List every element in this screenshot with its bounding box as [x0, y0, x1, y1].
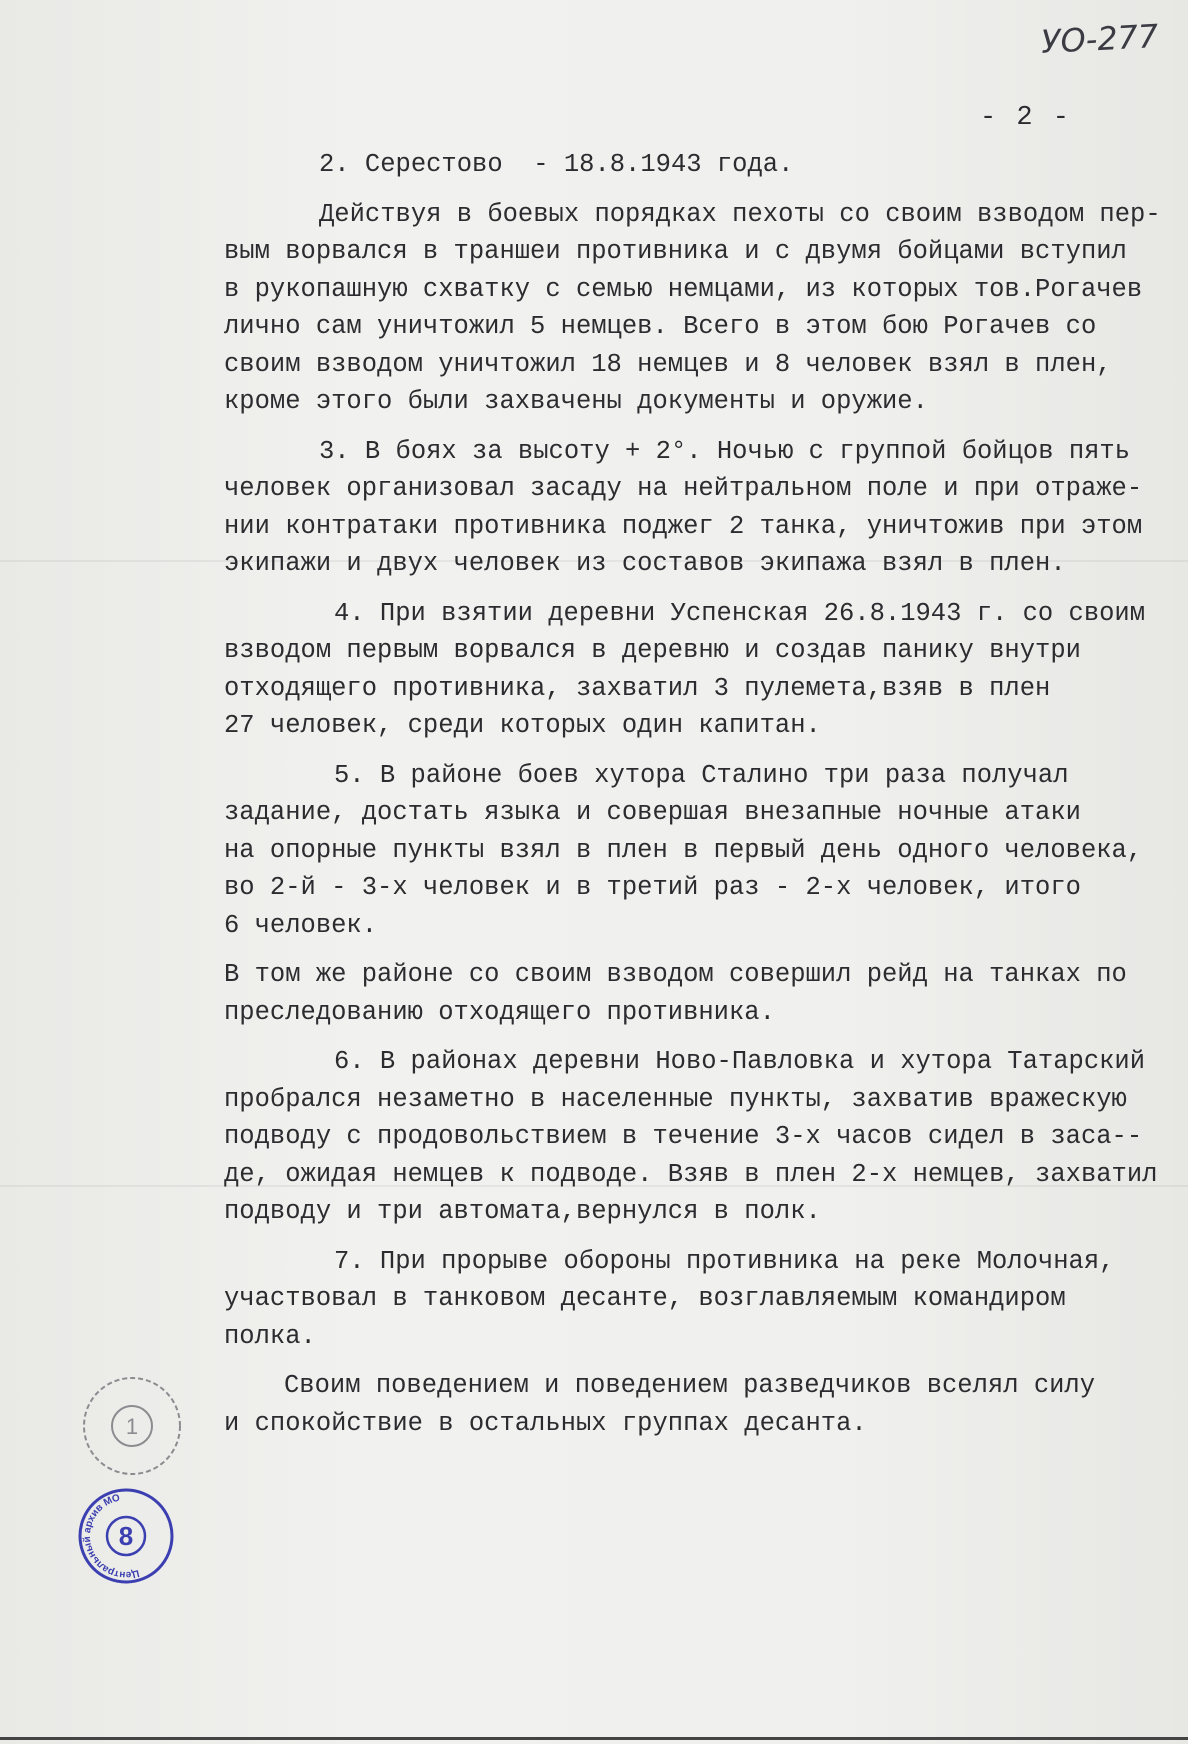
text-line: кроме этого были захвачены документы и оружие. — [224, 387, 928, 416]
document-body — [224, 146, 1164, 1454]
text-line: Своим поведением и поведением разведчиков вселял силу — [284, 1371, 1096, 1400]
paragraph — [224, 956, 1164, 1031]
text-line: де, ожидая немцев к подводе. Взяв в плен 2-х немцев, захватил — [224, 1159, 1158, 1189]
text-line: экипажи и двух человек из составов экипажа взял в плен. — [224, 549, 1066, 578]
archive-stamp-blue — [76, 1486, 176, 1591]
text-line: Действуя в боевых порядках пехоты со своим взводом пер- — [319, 199, 1161, 229]
text-line: в рукопашную схватку с семью немцами, из которых тов.Рогачев — [224, 274, 1143, 304]
text-line: участвовал в танковом десанте, возглавляемым командиром — [224, 1284, 1066, 1313]
paragraph — [224, 433, 1164, 583]
text-line: 6 человек. — [224, 910, 378, 940]
paragraph — [224, 1367, 1164, 1442]
text-line: лично сам уничтожил 5 немцев. Всего в этом бою Рогачев со — [224, 312, 1097, 341]
text-line: 6. В районах деревни Ново-Павловка и хутора Татарский — [334, 1047, 1146, 1076]
svg-text:Центральный архив МО — [76, 1492, 149, 1586]
text-line: человек организовал засаду на нейтральном поле и при отраже- — [224, 474, 1143, 503]
text-line: задание, достать языка и совершая внезапные ночные атаки — [224, 798, 1081, 827]
text-line: 4. При взятии деревни Успенская 26.8.1943 г. со своим — [334, 598, 1146, 628]
paragraph — [224, 757, 1164, 945]
text-line: 5. В районе боев хутора Сталино три раза получал — [334, 760, 1069, 790]
paragraph — [224, 595, 1164, 745]
text-line: пробрался незаметно в населенные пункты, захватив вражескую — [224, 1084, 1127, 1114]
stamp-digit: 8 — [118, 1521, 134, 1551]
text-line: 2. Серестово - 18.8.1943 года. — [319, 150, 794, 179]
paragraph — [224, 146, 1164, 184]
paragraph — [224, 1043, 1164, 1231]
text-line: взводом первым ворвался в деревню и создав панику внутри — [224, 636, 1081, 665]
text-line: 27 человек, среди которых один капитан. — [224, 711, 821, 740]
text-line: 7. При прорыве обороны противника на реке Молочная, — [334, 1246, 1115, 1276]
text-line: своим взводом уничтожил 18 немцев и 8 человек взял в плен, — [224, 349, 1112, 379]
text-line: на опорные пункты взял в плен в первый день одного человека, — [224, 835, 1143, 865]
bottom-edge — [0, 1737, 1188, 1740]
text-line: 3. В боях за высоту + 2°. Ночью с группой бойцов пять — [319, 436, 1131, 466]
text-line: вым ворвался в траншеи противника и с двумя бойцами вступил — [224, 237, 1127, 266]
text-line: подводу и три автомата,вернулся в полк. — [224, 1197, 821, 1226]
text-line: отходящего противника, захватил 3 пулемета,взяв в плен — [224, 673, 1051, 703]
page-number: - 2 - — [980, 103, 1072, 133]
text-line: и спокойствие в остальных группах десанта. — [224, 1408, 867, 1438]
stamp-digit: 1 — [125, 1414, 139, 1439]
text-line: во 2-й - 3-х человек и в третий раз - 2-х человек, итого — [224, 873, 1081, 902]
paragraph — [224, 196, 1164, 421]
text-line: преследованию отходящего противника. — [224, 997, 775, 1027]
text-line: полка. — [224, 1321, 316, 1351]
paragraph — [224, 1243, 1164, 1356]
stamp-ring-text: Центральный архив МО — [81, 1492, 141, 1581]
archive-stamp-faded — [78, 1372, 186, 1485]
archive-code: УО-277 — [1039, 16, 1159, 62]
text-line: подводу с продовольствием в течение 3-х часов сидел в заса-- — [224, 1122, 1143, 1151]
text-line: нии контратаки противника поджег 2 танка, уничтожив при этом — [224, 511, 1143, 541]
text-line: В том же районе со своим взводом совершил рейд на танках по — [224, 960, 1127, 989]
